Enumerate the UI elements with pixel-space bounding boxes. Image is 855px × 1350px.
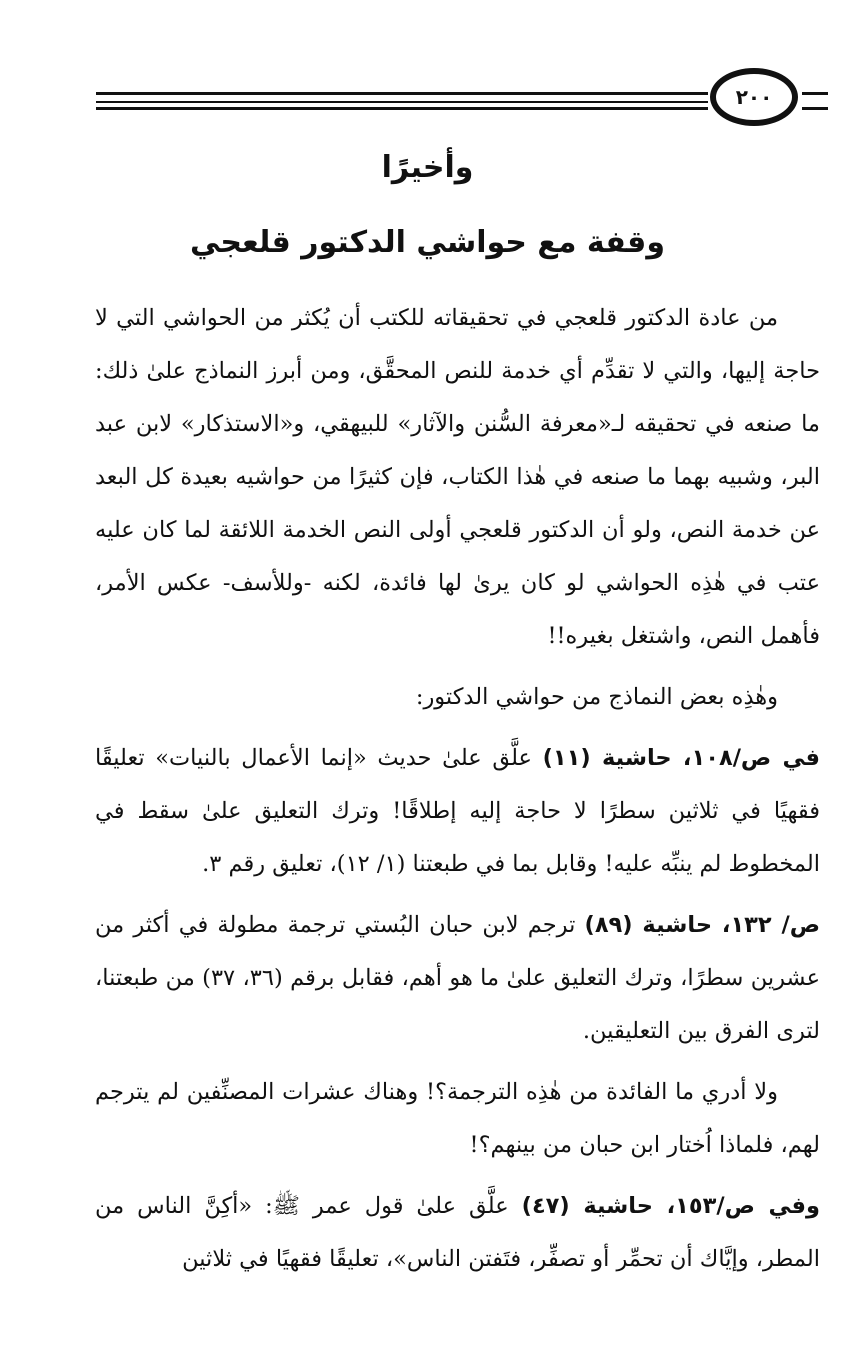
header-rule (96, 101, 708, 103)
paragraph (95, 1066, 820, 1172)
paragraph-text: ولا أدري ما الفائدة من هٰذِه الترجمة؟! وهناك عشرات المصنِّفين لم يترجم لهم، فلماذا اُختار ابن حبان من بينهم؟! (95, 1079, 820, 1158)
paragraph-text: علَّق علىٰ حديث «إنما الأعمال بالنيات» تعليقًا فقهيًا في ثلاثين سطرًا لا حاجة إليه إطلاقًا! وترك التعليق علىٰ سقط في المخطوط لم ينبِّه عليه! وقابل بما في طبعتنا (١/ ١٢)، تعليق رقم ٣. (95, 745, 820, 877)
page-reference: وفي ص/١٥٣، حاشية (٤٧) (521, 1193, 820, 1219)
paragraph-text: وهٰذِه بعض النماذج من حواشي الدكتور: (415, 684, 778, 710)
body-text (95, 292, 820, 1294)
header-rule (96, 107, 708, 110)
paragraph-text: علَّق علىٰ قول عمر ﷺ: «أكِنَّ الناس من المطر، وإيَّاك أن تحمِّر أو تصفِّر، فتَفتن الناس»، تعليقًا فقهيًا في ثلاثين (95, 1193, 820, 1272)
header-rule (96, 92, 708, 95)
paragraph-text: ترجم لابن حبان البُستي ترجمة مطولة في أكثر من عشرين سطرًا، وترك التعليق علىٰ ما هو أهم، فقابل برقم (٣٦، ٣٧) من طبعتنا، لترى الفرق بين التعليقين. (95, 912, 820, 1044)
section-subtitle: وقفة مع حواشي الدكتور قلعجي (190, 225, 665, 260)
paragraph (95, 671, 820, 724)
page-number: ٢٠٠ (710, 68, 798, 126)
header-rule (802, 92, 828, 95)
page-header (96, 68, 828, 130)
page-reference: في ص/١٠٨، حاشية (١١) (542, 745, 820, 771)
paragraph (95, 292, 820, 663)
header-rule (802, 107, 828, 110)
paragraph (95, 1180, 820, 1286)
paragraph (95, 899, 820, 1058)
paragraph-text: من عادة الدكتور قلعجي في تحقيقاته للكتب أن يُكثر من الحواشي التي لا حاجة إليها، والتي لا تقدِّم أي خدمة للنص المحقَّق، ومن أبرز النماذج علىٰ ذلك: ما صنعه في تحقيقه لـ«معرفة السُّنن والآثار» للبيهقي، و«الاستذكار» لابن عبد البر، وشبيه بهما ما صنعه في هٰذا الكتاب، فإن كثيرًا من حواشيه بعيدة كل البعد عن خدمة النص، ولو أن الدكتور قلعجي أولى النص الخدمة اللائقة لما كان عليه عتب في هٰذِه الحواشي لو كان يرىٰ لها فائدة، لكنه -وللأسف- عكس الأمر، فأهمل النص، واشتغل بغيره!! (95, 305, 820, 649)
paragraph (95, 732, 820, 891)
page-reference: ص/ ١٣٢، حاشية (٨٩) (584, 912, 820, 938)
section-title: وأخيرًا (381, 150, 474, 185)
